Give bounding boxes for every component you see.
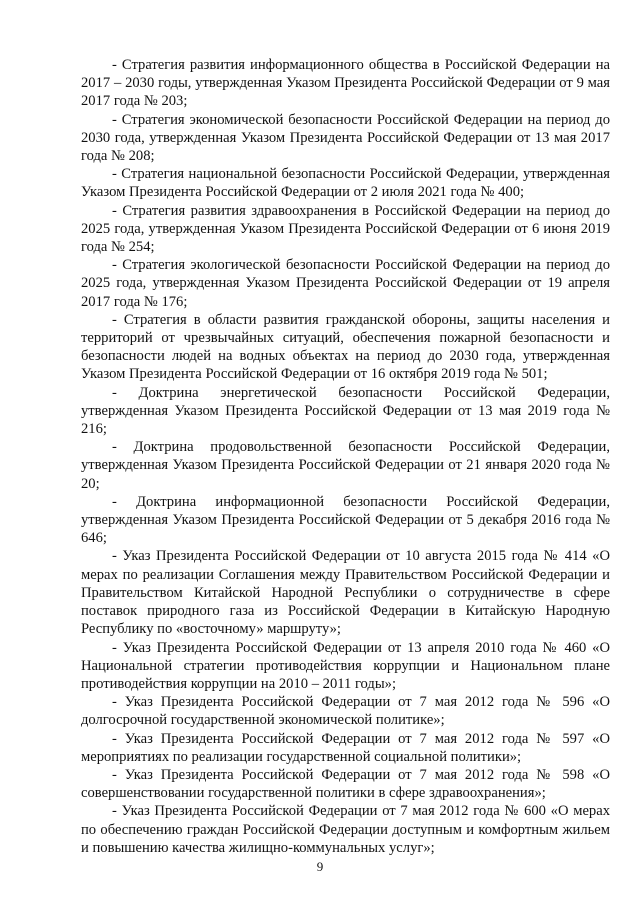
list-item: - Указ Президента Российской Федерации от 7 мая 2012 года № 596 «О долгосрочной государственной экономической политике»; [81,694,610,729]
list-item: - Доктрина продовольственной безопасности Российской Федерации, утвержденная Указом Президента Российской Федерации от 21 января 2020 года № 20; [81,439,610,492]
list-item: - Стратегия экологической безопасности Российской Федерации на период до 2025 года, утвержденная Указом Президента Российской Федерации от 19 апреля 2017 года № 176; [81,257,610,310]
list-item: - Стратегия в области развития гражданской обороны, защиты населения и территорий от чрезвычайных ситуаций, обеспечения пожарной безопасности и безопасности людей на водных объектах на период до 2030 года, утвержденная Указом Президента Российской Федерации от 16 октября 2019 года № 501; [81,311,610,383]
list-item: - Указ Президента Российской Федерации от 7 мая 2012 года № 597 «О мероприятиях по реализации государственной социальной политики»; [81,730,610,765]
list-item: - Стратегия развития здравоохранения в Российской Федерации на период до 2025 года, утвержденная Указом Президента Российской Федерации от 6 июня 2019 года № 254; [81,202,610,256]
list-item: - Доктрина информационной безопасности Российской Федерации, утвержденная Указом Президента Российской Федерации от 5 декабря 2016 года № 646; [81,493,610,547]
list-item: - Стратегия развития информационного общества в Российской Федерации на 2017 – 2030 годы, утвержденная Указом Президента Российской Федерации от 9 мая 2017 года № 203; [81,57,610,110]
list-item: - Доктрина энергетической безопасности Российской Федерации, утвержденная Указом Президента Российской Федерации от 13 мая 2019 года № 216; [81,384,610,438]
list-item: - Стратегия экономической безопасности Российской Федерации на период до 2030 года, утвержденная Указом Президента Российской Федерации от 13 мая 2017 года № 208; [81,111,610,165]
list-item: - Указ Президента Российской Федерации от 13 апреля 2010 года № 460 «О Национальной стратегии противодействия коррупции и Национальном плане противодействия коррупции на 2010 – 2011 годы»; [81,639,610,692]
page-number: 9 [316,859,324,874]
document-body [81,56,610,857]
list-item: - Указ Президента Российской Федерации от 7 мая 2012 года № 598 «О совершенствовании государственной политики в сфере здравоохранения»; [81,766,610,802]
list-item: - Указ Президента Российской Федерации от 7 мая 2012 года № 600 «О мерах по обеспечению граждан Российской Федерации доступным и комфортным жильем и повышению качества жилищно-коммунальных услуг»; [81,803,610,856]
list-item: - Стратегия национальной безопасности Российской Федерации, утвержденная Указом Президента Российской Федерации от 2 июля 2021 года № 400; [81,166,610,201]
list-item: - Указ Президента Российской Федерации от 10 августа 2015 года № 414 «О мерах по реализации Соглашения между Правительством Российской Федерации и Правительством Китайской Народной Республики о сотрудничестве в сфере поставок природного газа из Российской Федерации в Китайскую Народную Республику по «восточному» маршруту»; [81,548,610,638]
